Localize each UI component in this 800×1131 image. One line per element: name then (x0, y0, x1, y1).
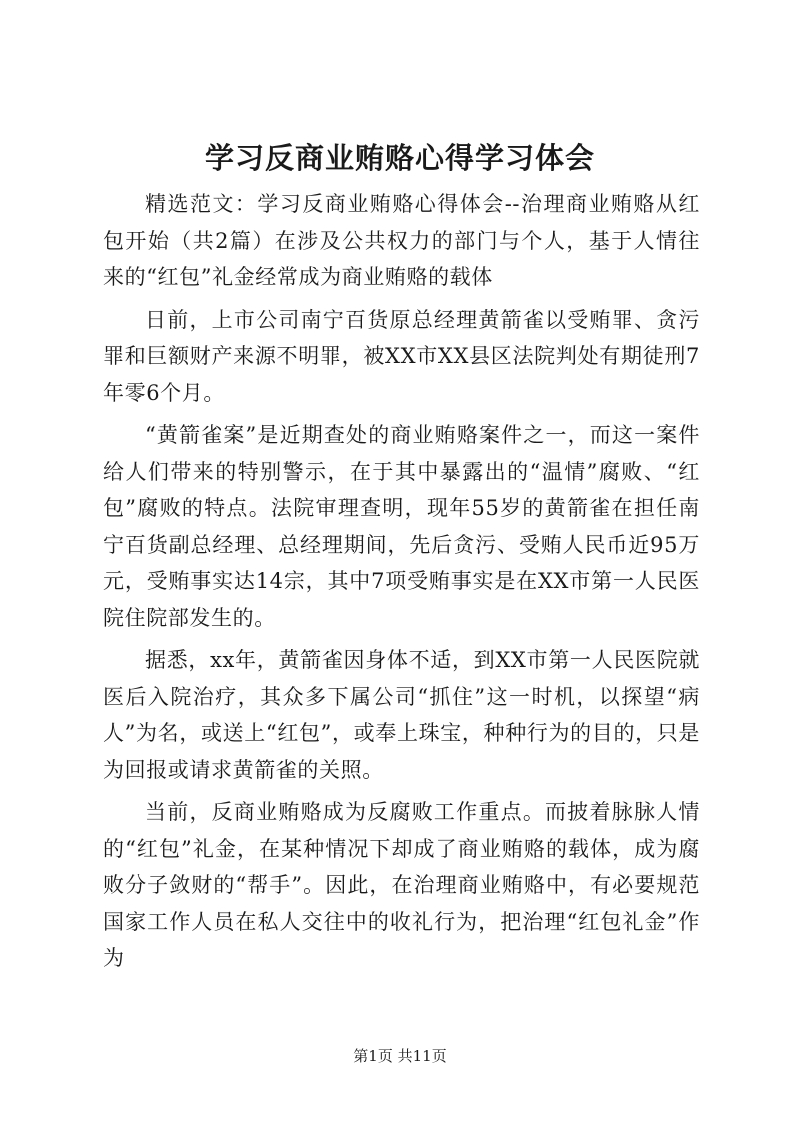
paragraph-2: 日前，上市公司南宁百货原总经理黄箭雀以受贿罪、贪污罪和巨额财产来源不明罪，被XX市XX县区法院判处有期徒刑7年零6个月。 (103, 307, 700, 405)
paragraph-3: “黄箭雀案”是近期查处的商业贿赂案件之一，而这一案件给人们带来的特别警示，在于其中暴露出的“温情”腐败、“红包”腐败的特点。法院审理查明，现年55岁的黄箭雀在担任南宁百货副总经理、总经理期间，先后贪污、受贿人民币近95万元，受贿事实达14宗，其中7项受贿事实是在XX市第一人民医院住院部发生的。 (103, 423, 700, 630)
page-footer: 第1页 共11页 (353, 1047, 447, 1065)
paragraph-4: 据悉，xx年，黄箭雀因身体不适，到XX市第一人民医院就医后入院治疗，其众多下属公司“抓住”这一时机，以探望“病人”为名，或送上“红包”，或奉上珠宝，种种行为的目的，只是为回报或请求黄箭雀的关照。 (103, 648, 700, 782)
paragraph-5: 当前，反商业贿赂成为反腐败工作重点。而披着脉脉人情的“红包”礼金，在某种情况下却成了商业贿赂的载体，成为腐败分子敛财的“帮手”。因此，在治理商业贿赂中，有必要规范国家工作人员在私人交往中的收礼行为，把治理“红包礼金”作为 (103, 800, 700, 970)
document-title: 学习反商业贿赂心得学习体会 (204, 141, 595, 175)
paragraph-1: 精选范文：学习反商业贿赂心得体会--治理商业贿赂从红包开始（共2篇）在涉及公共权力的部门与个人，基于人情往来的“红包”礼金经常成为商业贿赂的载体 (103, 192, 700, 289)
document-body (103, 186, 700, 983)
